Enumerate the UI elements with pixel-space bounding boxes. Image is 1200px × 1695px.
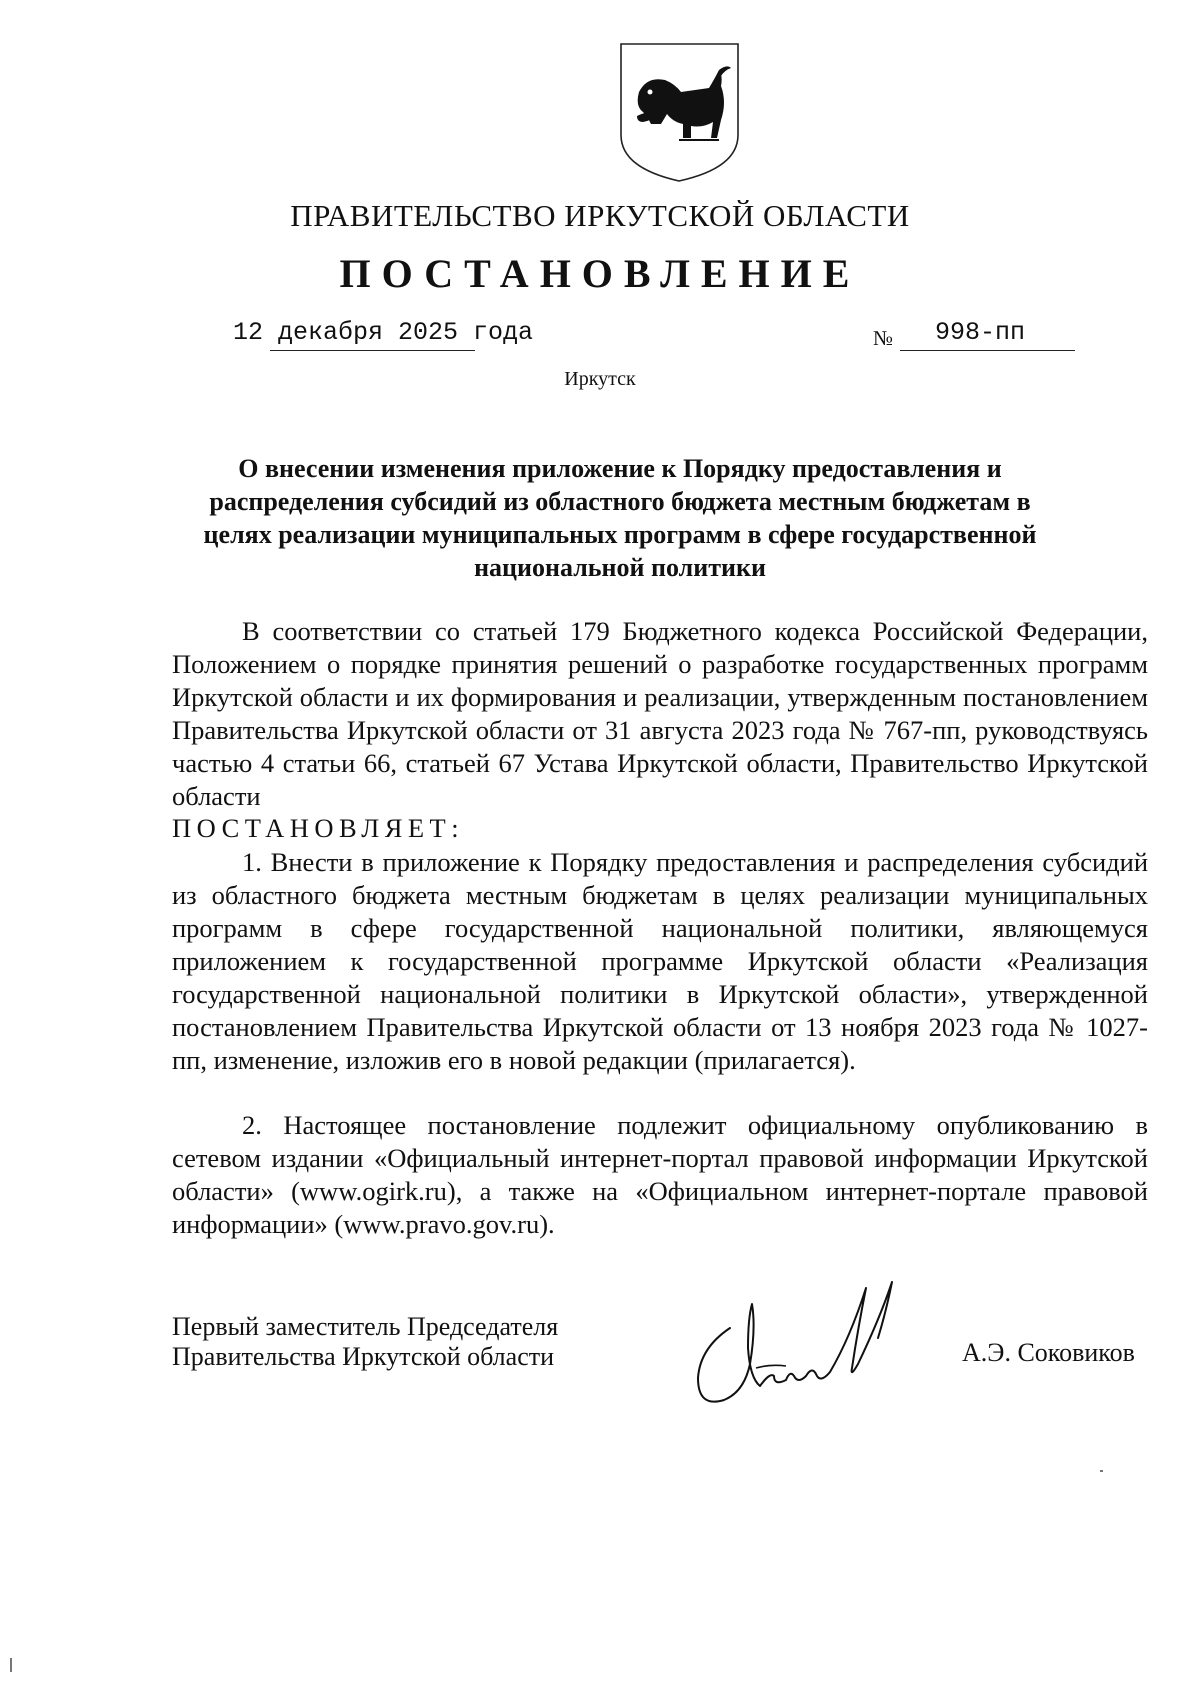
preamble-paragraph: В соответствии со статьей 179 Бюджетного кодекса Российской Федерации, Положением о порядке принятия решений о разработке государственных программ Иркутской области и их формирования и реализации, утвержденным постановлением Правительства Иркутской области от 31 августа 2023 года № 767-пп, руководствуясь частью 4 статьи 66, статьей 67 Устава Иркутской области, Правительство Иркутской области (172, 616, 1148, 811)
signatory-position-line-1: Первый заместитель Председателя (172, 1312, 559, 1341)
signatory-name: А.Э. Соковиков (962, 1338, 1135, 1367)
document-number: 998-пп (935, 318, 1026, 347)
signatory-position (172, 1312, 558, 1372)
document-date: 12 декабря 2025 года (233, 318, 534, 347)
scan-margin-mark (10, 1658, 12, 1672)
coat-of-arms-icon (617, 40, 742, 185)
document-title: О внесении изменения приложение к Порядку предоставления и распределения субсидий из областного бюджета местным бюджетам в целях реализации муниципальных программ в сфере государственной национальной политики (203, 454, 1037, 582)
signatory-position-line-2: Правительства Иркутской области (172, 1342, 555, 1371)
date-underline (270, 350, 475, 351)
handwritten-signature-icon (690, 1268, 920, 1418)
document-type: ПОСТАНОВЛЕНИЕ (339, 251, 861, 296)
number-underline (900, 350, 1075, 351)
government-name: ПРАВИТЕЛЬСТВО ИРКУТСКОЙ ОБЛАСТИ (290, 198, 910, 233)
scan-speck (1100, 1470, 1103, 1472)
resolves-word: ПОСТАНОВЛЯЕТ: (172, 813, 465, 843)
item-2-paragraph: 2. Настоящее постановление подлежит официальному опубликованию в сетевом издании «Официальный интернет-портал правовой информации Иркутской области» (www.ogirk.ru), а также на «Официальном интернет-портале правовой информации» (www.pravo.gov.ru). (172, 1110, 1148, 1239)
number-sign: № (873, 326, 894, 350)
item-1-paragraph: 1. Внести в приложение к Порядку предоставления и распределения субсидий из областного бюджета местным бюджетам в целях реализации муниципальных программ в сфере государственной национальной политики, являющемуся приложением к государственной программе Иркутской области «Реализация государственной национальной политики в Иркутской области», утвержденной постановлением Правительства Иркутской области от 13 ноября 2023 года № 1027-пп, изменение, изложив его в новой редакции (прилагается). (172, 847, 1148, 1075)
city: Иркутск (564, 368, 636, 390)
